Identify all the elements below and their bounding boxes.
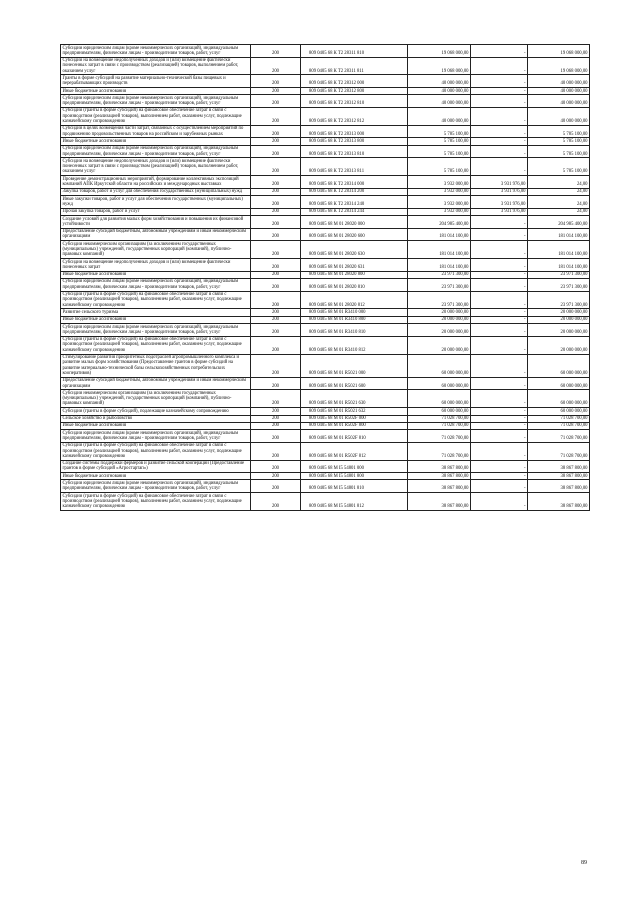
- row-kbk: 809 0405 68 М 01 R3410 800: [301, 316, 408, 323]
- row-approved: 60 000 000,00: [408, 408, 471, 415]
- row-name: Иные бюджетные ассигнования: [61, 88, 251, 95]
- row-kbk: 809 0405 68 К Т2 28313 000: [301, 125, 408, 138]
- row-kbk: 809 0405 68 М 01 28020 630: [301, 241, 408, 259]
- row-kbk: 809 0405 68 М 01 R502F 800: [301, 422, 408, 429]
- row-kbk: 809 0405 68 М 01 R5021 630: [301, 390, 408, 408]
- budget-table: [60, 44, 590, 511]
- table-row: [61, 324, 590, 337]
- table-row: [61, 271, 590, 278]
- row-kbk: 809 0405 68 К Т2 28314 244: [301, 208, 408, 215]
- row-approved: 19 068 000,00: [408, 57, 471, 75]
- row-name: Субсидии (гранты в форме субсидий) на финансовое обеспечение затрат в связи с производством (реализацией товаров), выполнением работ, оказанием услуг, подлежащие казначейскому сопровождению: [61, 107, 251, 125]
- row-approved: 60 000 000,00: [408, 377, 471, 390]
- row-approved: 3 932 000,00: [408, 208, 471, 215]
- table-row: [61, 45, 590, 58]
- row-kbk: 809 0405 68 М 01 28020 600: [301, 228, 408, 241]
- row-remainder: 38 867 800,00: [528, 473, 590, 480]
- table-row: [61, 88, 590, 95]
- row-kbk: 809 0405 68 М I5 54801 800: [301, 473, 408, 480]
- row-executed: -: [471, 473, 528, 480]
- row-kbk: 809 0405 68 М I5 54801 810: [301, 480, 408, 493]
- row-remainder: 23 971 300,00: [528, 271, 590, 278]
- row-name: Субсидии юридическим лицам (кроме некоммерческих организаций), индивидуальным предпринимателям, физическим лицам - производителям товаров, работ, услуг: [61, 278, 251, 291]
- row-approved: 23 971 300,00: [408, 278, 471, 291]
- row-executed: -: [471, 309, 528, 316]
- table-row: [61, 196, 590, 209]
- row-executed: 3 931 976,00: [471, 188, 528, 195]
- row-kbk: 809 0405 68 М 01 28020 631: [301, 259, 408, 272]
- row-name: Иные закупки товаров, работ и услуг для обеспечения государственных (муниципальных) нужд: [61, 196, 251, 209]
- row-kbk: 809 0405 68 К Т2 28313 811: [301, 158, 408, 176]
- row-kbk: 809 0405 68 К Т2 28312 812: [301, 107, 408, 125]
- row-approved: 71 028 700,00: [408, 442, 471, 460]
- row-code: 200: [251, 473, 301, 480]
- row-code: 200: [251, 309, 301, 316]
- row-name: Субсидии (гранты в форме субсидий), подлежащие казначейскому сопровождению: [61, 408, 251, 415]
- row-executed: -: [471, 158, 528, 176]
- row-kbk: 809 0405 68 К Т2 28311 810: [301, 45, 408, 58]
- row-executed: -: [471, 107, 528, 125]
- row-code: 200: [251, 480, 301, 493]
- row-executed: -: [471, 442, 528, 460]
- row-approved: 71 028 700,00: [408, 430, 471, 443]
- row-approved: 40 000 000,00: [408, 75, 471, 88]
- row-executed: 3 931 976,00: [471, 196, 528, 209]
- row-approved: 38 867 800,00: [408, 460, 471, 473]
- row-executed: -: [471, 390, 528, 408]
- row-executed: -: [471, 493, 528, 511]
- row-remainder: 181 014 100,00: [528, 228, 590, 241]
- row-code: 200: [251, 216, 301, 229]
- row-kbk: 809 0405 68 М 01 R5021 632: [301, 408, 408, 415]
- table-row: [61, 107, 590, 125]
- row-remainder: 24,00: [528, 208, 590, 215]
- row-kbk: 809 0405 68 М 01 28020 800: [301, 271, 408, 278]
- row-approved: 3 932 000,00: [408, 188, 471, 195]
- table-row: [61, 75, 590, 88]
- row-code: 200: [251, 336, 301, 354]
- row-name: Субсидии юридическим лицам (кроме некоммерческих организаций), индивидуальным предпринимателям, физическим лицам - производителям товаров, работ, услуг: [61, 145, 251, 158]
- row-name: Субсидии юридическим лицам (кроме некоммерческих организаций), индивидуальным предпринимателям, физическим лицам - производителям товаров, работ, услуг: [61, 95, 251, 108]
- row-kbk: 809 0405 68 К Т2 28314 000: [301, 176, 408, 189]
- row-approved: 60 000 000,00: [408, 354, 471, 377]
- table-row: [61, 354, 590, 377]
- row-code: 200: [251, 324, 301, 337]
- row-code: 200: [251, 354, 301, 377]
- row-approved: 23 971 300,00: [408, 271, 471, 278]
- row-remainder: 181 014 100,00: [528, 259, 590, 272]
- row-executed: -: [471, 324, 528, 337]
- row-approved: 5 785 100,00: [408, 145, 471, 158]
- row-remainder: 20 000 000,00: [528, 336, 590, 354]
- row-kbk: 809 0405 68 М I5 54801 000: [301, 460, 408, 473]
- row-executed: -: [471, 271, 528, 278]
- row-remainder: 20 000 000,00: [528, 316, 590, 323]
- row-remainder: 181 014 100,00: [528, 241, 590, 259]
- row-name: Субсидии некоммерческим организациям (за исключением государственных (муниципальных) учреждений, государственных корпораций (компаний), публично-правовых компаний): [61, 390, 251, 408]
- row-name: Проведение демонстрационных мероприятий, формирование коллективных экспозиций компаний АПК Иркутской области на российских и международных выставках: [61, 176, 251, 189]
- row-remainder: 23 971 300,00: [528, 291, 590, 309]
- row-name: Прочая закупка товаров, работ и услуг: [61, 208, 251, 215]
- row-name: Субсидии на возмещение недополученных доходов и (или) возмещение фактически понесенных затрат: [61, 259, 251, 272]
- row-remainder: 60 000 000,00: [528, 408, 590, 415]
- row-code: 200: [251, 415, 301, 422]
- row-executed: 3 931 976,00: [471, 176, 528, 189]
- row-executed: -: [471, 241, 528, 259]
- row-remainder: 71 028 700,00: [528, 422, 590, 429]
- row-executed: -: [471, 216, 528, 229]
- row-name: Субсидии юридическим лицам (кроме некоммерческих организаций), индивидуальным предпринимателям, физическим лицам - производителям товаров, работ, услуг: [61, 324, 251, 337]
- row-kbk: 809 0405 68 М 01 R502F 810: [301, 430, 408, 443]
- row-approved: 71 028 700,00: [408, 422, 471, 429]
- row-approved: 20 000 000,00: [408, 324, 471, 337]
- row-remainder: 23 971 300,00: [528, 278, 590, 291]
- row-approved: 20 000 000,00: [408, 316, 471, 323]
- row-remainder: 40 000 000,00: [528, 107, 590, 125]
- row-approved: 5 785 100,00: [408, 158, 471, 176]
- row-name: Субсидии юридическим лицам (кроме некоммерческих организаций), индивидуальным предпринимателям, физическим лицам - производителям товаров, работ, услуг: [61, 45, 251, 58]
- row-code: 200: [251, 45, 301, 58]
- row-executed: -: [471, 75, 528, 88]
- table-row: [61, 390, 590, 408]
- row-name: Развитие сельского туризма: [61, 309, 251, 316]
- row-approved: 181 014 100,00: [408, 228, 471, 241]
- row-kbk: 809 0405 68 М I5 54801 812: [301, 493, 408, 511]
- row-code: 200: [251, 377, 301, 390]
- table-row: [61, 125, 590, 138]
- table-row: [61, 460, 590, 473]
- row-code: 200: [251, 88, 301, 95]
- row-approved: 20 000 000,00: [408, 309, 471, 316]
- row-approved: 204 985 400,00: [408, 216, 471, 229]
- table-row: [61, 336, 590, 354]
- row-approved: 19 068 000,00: [408, 45, 471, 58]
- row-name: Субсидии (гранты в форме субсидий) на финансовое обеспечение затрат в связи с производством (реализацией товаров), выполнением работ, оказанием услуг, подлежащие казначейскому сопровождению: [61, 291, 251, 309]
- row-kbk: 809 0405 68 М 01 R3410 810: [301, 324, 408, 337]
- row-name: Стимулирование развития приоритетных подотраслей агропромышленного комплекса и развитие малых форм хозяйствования (Предоставление грантов в форме субсидий на развитие материально-технической базы сельскохозяйственных потребительских кооперативов): [61, 354, 251, 377]
- row-remainder: 5 785 100,00: [528, 158, 590, 176]
- row-remainder: 40 000 000,00: [528, 95, 590, 108]
- row-executed: -: [471, 430, 528, 443]
- row-executed: -: [471, 408, 528, 415]
- row-kbk: 809 0405 68 М 01 R502F 812: [301, 442, 408, 460]
- row-remainder: 5 785 100,00: [528, 125, 590, 138]
- row-kbk: 809 0405 68 М 01 R502F 000: [301, 415, 408, 422]
- table-row: [61, 415, 590, 422]
- row-kbk: 809 0405 68 М 01 R3410 000: [301, 309, 408, 316]
- row-name: Субсидии (гранты в форме субсидий) на финансовое обеспечение затрат в связи с производством (реализацией товаров), выполнением работ, оказанием услуг, подлежащие казначейскому сопровождению: [61, 336, 251, 354]
- row-executed: -: [471, 57, 528, 75]
- row-code: 200: [251, 442, 301, 460]
- row-approved: 40 000 000,00: [408, 88, 471, 95]
- row-name: Субсидии (гранты в форме субсидий) на финансовое обеспечение затрат в связи с производством (реализацией товаров), выполнением работ, оказанием услуг, подлежащие казначейскому сопровождению: [61, 442, 251, 460]
- row-code: 200: [251, 390, 301, 408]
- row-approved: 5 785 100,00: [408, 125, 471, 138]
- row-name: Создание условий для развития малых форм хозяйствования и повышения их финансовой устойчивости: [61, 216, 251, 229]
- row-executed: -: [471, 316, 528, 323]
- row-approved: 38 867 800,00: [408, 493, 471, 511]
- row-approved: 181 014 100,00: [408, 259, 471, 272]
- row-code: 200: [251, 125, 301, 138]
- table-row: [61, 145, 590, 158]
- row-code: 200: [251, 145, 301, 158]
- row-kbk: 809 0405 68 К Т2 28313 800: [301, 138, 408, 145]
- row-executed: -: [471, 45, 528, 58]
- row-code: 200: [251, 158, 301, 176]
- row-approved: 71 028 700,00: [408, 415, 471, 422]
- row-approved: 38 867 800,00: [408, 480, 471, 493]
- table-row: [61, 188, 590, 195]
- row-code: 200: [251, 291, 301, 309]
- row-code: 200: [251, 278, 301, 291]
- row-name: Иные бюджетные ассигнования: [61, 138, 251, 145]
- row-executed: -: [471, 415, 528, 422]
- row-executed: -: [471, 145, 528, 158]
- row-code: 200: [251, 138, 301, 145]
- row-code: 200: [251, 57, 301, 75]
- row-executed: -: [471, 336, 528, 354]
- row-executed: -: [471, 95, 528, 108]
- table-row: [61, 138, 590, 145]
- row-executed: -: [471, 138, 528, 145]
- row-name: Иные бюджетные ассигнования: [61, 473, 251, 480]
- row-executed: -: [471, 125, 528, 138]
- row-remainder: 38 867 800,00: [528, 493, 590, 511]
- row-code: 200: [251, 176, 301, 189]
- row-remainder: 20 000 000,00: [528, 309, 590, 316]
- row-kbk: 809 0405 68 К Т2 28311 811: [301, 57, 408, 75]
- row-name: Субсидии некоммерческим организациям (за исключением государственных (муниципальных) учреждений, государственных корпораций (компаний), публично-правовых компаний): [61, 241, 251, 259]
- row-kbk: 809 0405 68 К Т2 28313 810: [301, 145, 408, 158]
- page-number: 89: [581, 860, 587, 866]
- table-row: [61, 493, 590, 511]
- row-kbk: 809 0405 68 М 01 28020 812: [301, 291, 408, 309]
- row-remainder: 24,00: [528, 176, 590, 189]
- row-kbk: 809 0405 68 К Т2 28314 240: [301, 196, 408, 209]
- row-executed: -: [471, 291, 528, 309]
- row-executed: -: [471, 460, 528, 473]
- table-row: [61, 291, 590, 309]
- row-kbk: 809 0405 68 М 01 28020 810: [301, 278, 408, 291]
- row-approved: 23 971 300,00: [408, 291, 471, 309]
- row-name: Иные бюджетные ассигнования: [61, 271, 251, 278]
- table-row: [61, 208, 590, 215]
- row-code: 200: [251, 271, 301, 278]
- row-kbk: 809 0405 68 М 01 R5021 000: [301, 354, 408, 377]
- table-row: [61, 228, 590, 241]
- table-row: [61, 259, 590, 272]
- row-code: 200: [251, 95, 301, 108]
- row-code: 200: [251, 196, 301, 209]
- row-approved: 3 932 000,00: [408, 196, 471, 209]
- row-remainder: 60 000 000,00: [528, 354, 590, 377]
- table-row: [61, 241, 590, 259]
- row-approved: 3 932 000,00: [408, 176, 471, 189]
- row-code: 200: [251, 316, 301, 323]
- table-row: [61, 158, 590, 176]
- row-executed: -: [471, 480, 528, 493]
- row-name: Субсидии (гранты в форме субсидий) на финансовое обеспечение затрат в связи с производством (реализацией товаров), выполнением работ, оказанием услуг, подлежащие казначейскому сопровождению: [61, 493, 251, 511]
- row-approved: 40 000 000,00: [408, 107, 471, 125]
- table-row: [61, 316, 590, 323]
- row-remainder: 20 000 000,00: [528, 324, 590, 337]
- table-row: [61, 442, 590, 460]
- row-executed: -: [471, 422, 528, 429]
- table-row: [61, 95, 590, 108]
- row-executed: -: [471, 228, 528, 241]
- table-row: [61, 309, 590, 316]
- row-code: 200: [251, 259, 301, 272]
- row-approved: 40 000 000,00: [408, 95, 471, 108]
- row-code: 200: [251, 460, 301, 473]
- row-name: Субсидии юридическим лицам (кроме некоммерческих организаций), индивидуальным предпринимателям, физическим лицам - производителям товаров, работ, услуг: [61, 430, 251, 443]
- row-kbk: 809 0405 68 К Т2 28312 000: [301, 75, 408, 88]
- row-remainder: 24,00: [528, 188, 590, 195]
- table-row: [61, 57, 590, 75]
- row-name: Закупка товаров, работ и услуг для обеспечения государственных (муниципальных) нужд: [61, 188, 251, 195]
- row-name: Сельское хозяйство и рыболовство: [61, 415, 251, 422]
- row-name: Субсидии на возмещение недополученных доходов и (или) возмещение фактически понесенных затрат в связи с производством (реализацией) товаров, выполнением работ, оказанием услуг: [61, 158, 251, 176]
- row-code: 200: [251, 241, 301, 259]
- row-remainder: 40 000 000,00: [528, 75, 590, 88]
- row-kbk: 809 0405 68 К Т2 28314 200: [301, 188, 408, 195]
- row-executed: -: [471, 259, 528, 272]
- row-kbk: 809 0405 68 К Т2 28312 810: [301, 95, 408, 108]
- row-name: Иные бюджетные ассигнования: [61, 316, 251, 323]
- row-name: Предоставление субсидий бюджетным, автономным учреждениям и иным некоммерческим организациям: [61, 377, 251, 390]
- row-executed: 3 931 976,00: [471, 208, 528, 215]
- row-remainder: 40 000 000,00: [528, 88, 590, 95]
- row-code: 200: [251, 430, 301, 443]
- row-name: Субсидии в целях возмещения части затрат, связанных с осуществлением мероприятий по продвижению продовольственных товаров на российском и зарубежных рынках: [61, 125, 251, 138]
- row-remainder: 5 785 100,00: [528, 145, 590, 158]
- row-executed: -: [471, 377, 528, 390]
- table-row: [61, 278, 590, 291]
- row-executed: -: [471, 88, 528, 95]
- table-row: [61, 408, 590, 415]
- row-kbk: 809 0405 68 К Т2 28312 800: [301, 88, 408, 95]
- row-approved: 5 785 100,00: [408, 138, 471, 145]
- table-row: [61, 377, 590, 390]
- row-code: 200: [251, 188, 301, 195]
- row-code: 200: [251, 107, 301, 125]
- row-approved: 60 000 000,00: [408, 390, 471, 408]
- row-remainder: 19 068 000,00: [528, 45, 590, 58]
- row-executed: -: [471, 278, 528, 291]
- row-name: Иные бюджетные ассигнования: [61, 422, 251, 429]
- row-code: 200: [251, 228, 301, 241]
- table-row: [61, 176, 590, 189]
- row-approved: 20 000 000,00: [408, 336, 471, 354]
- row-code: 200: [251, 493, 301, 511]
- row-kbk: 809 0405 68 М 01 R3410 812: [301, 336, 408, 354]
- table-row: [61, 473, 590, 480]
- row-remainder: 204 985 400,00: [528, 216, 590, 229]
- row-remainder: 38 867 800,00: [528, 480, 590, 493]
- budget-table-body: [61, 45, 590, 511]
- row-kbk: 809 0405 68 М 01 28020 000: [301, 216, 408, 229]
- row-name: Создание системы поддержки фермеров и развитие сельской кооперации (Предоставление грантов в форме субсидий «Агростартап»): [61, 460, 251, 473]
- row-remainder: 60 000 000,00: [528, 390, 590, 408]
- row-code: 200: [251, 422, 301, 429]
- row-name: Предоставление субсидий бюджетным, автономным учреждениям и иным некоммерческим организациям: [61, 228, 251, 241]
- row-remainder: 5 785 100,00: [528, 138, 590, 145]
- row-name: Субсидии юридическим лицам (кроме некоммерческих организаций), индивидуальным предпринимателям, физическим лицам - производителям товаров, работ, услуг: [61, 480, 251, 493]
- table-row: [61, 430, 590, 443]
- row-remainder: 19 068 000,00: [528, 57, 590, 75]
- row-remainder: 71 028 700,00: [528, 415, 590, 422]
- row-remainder: 38 867 800,00: [528, 460, 590, 473]
- row-code: 200: [251, 408, 301, 415]
- table-row: [61, 216, 590, 229]
- row-code: 200: [251, 208, 301, 215]
- row-remainder: 71 028 700,00: [528, 442, 590, 460]
- row-approved: 38 867 800,00: [408, 473, 471, 480]
- table-row: [61, 422, 590, 429]
- row-executed: -: [471, 354, 528, 377]
- row-code: 200: [251, 75, 301, 88]
- table-row: [61, 480, 590, 493]
- row-approved: 181 014 100,00: [408, 241, 471, 259]
- row-remainder: 71 028 700,00: [528, 430, 590, 443]
- row-kbk: 809 0405 68 М 01 R5021 600: [301, 377, 408, 390]
- row-name: Гранты в форме субсидий на развитие материально-технической базы пищевых и перерабатывающих производств: [61, 75, 251, 88]
- row-remainder: 60 000 000,00: [528, 377, 590, 390]
- row-name: Субсидии на возмещение недополученных доходов и (или) возмещение фактически понесенных затрат в связи с производством (реализацией) товаров, выполнением работ, оказанием услуг: [61, 57, 251, 75]
- row-remainder: 24,00: [528, 196, 590, 209]
